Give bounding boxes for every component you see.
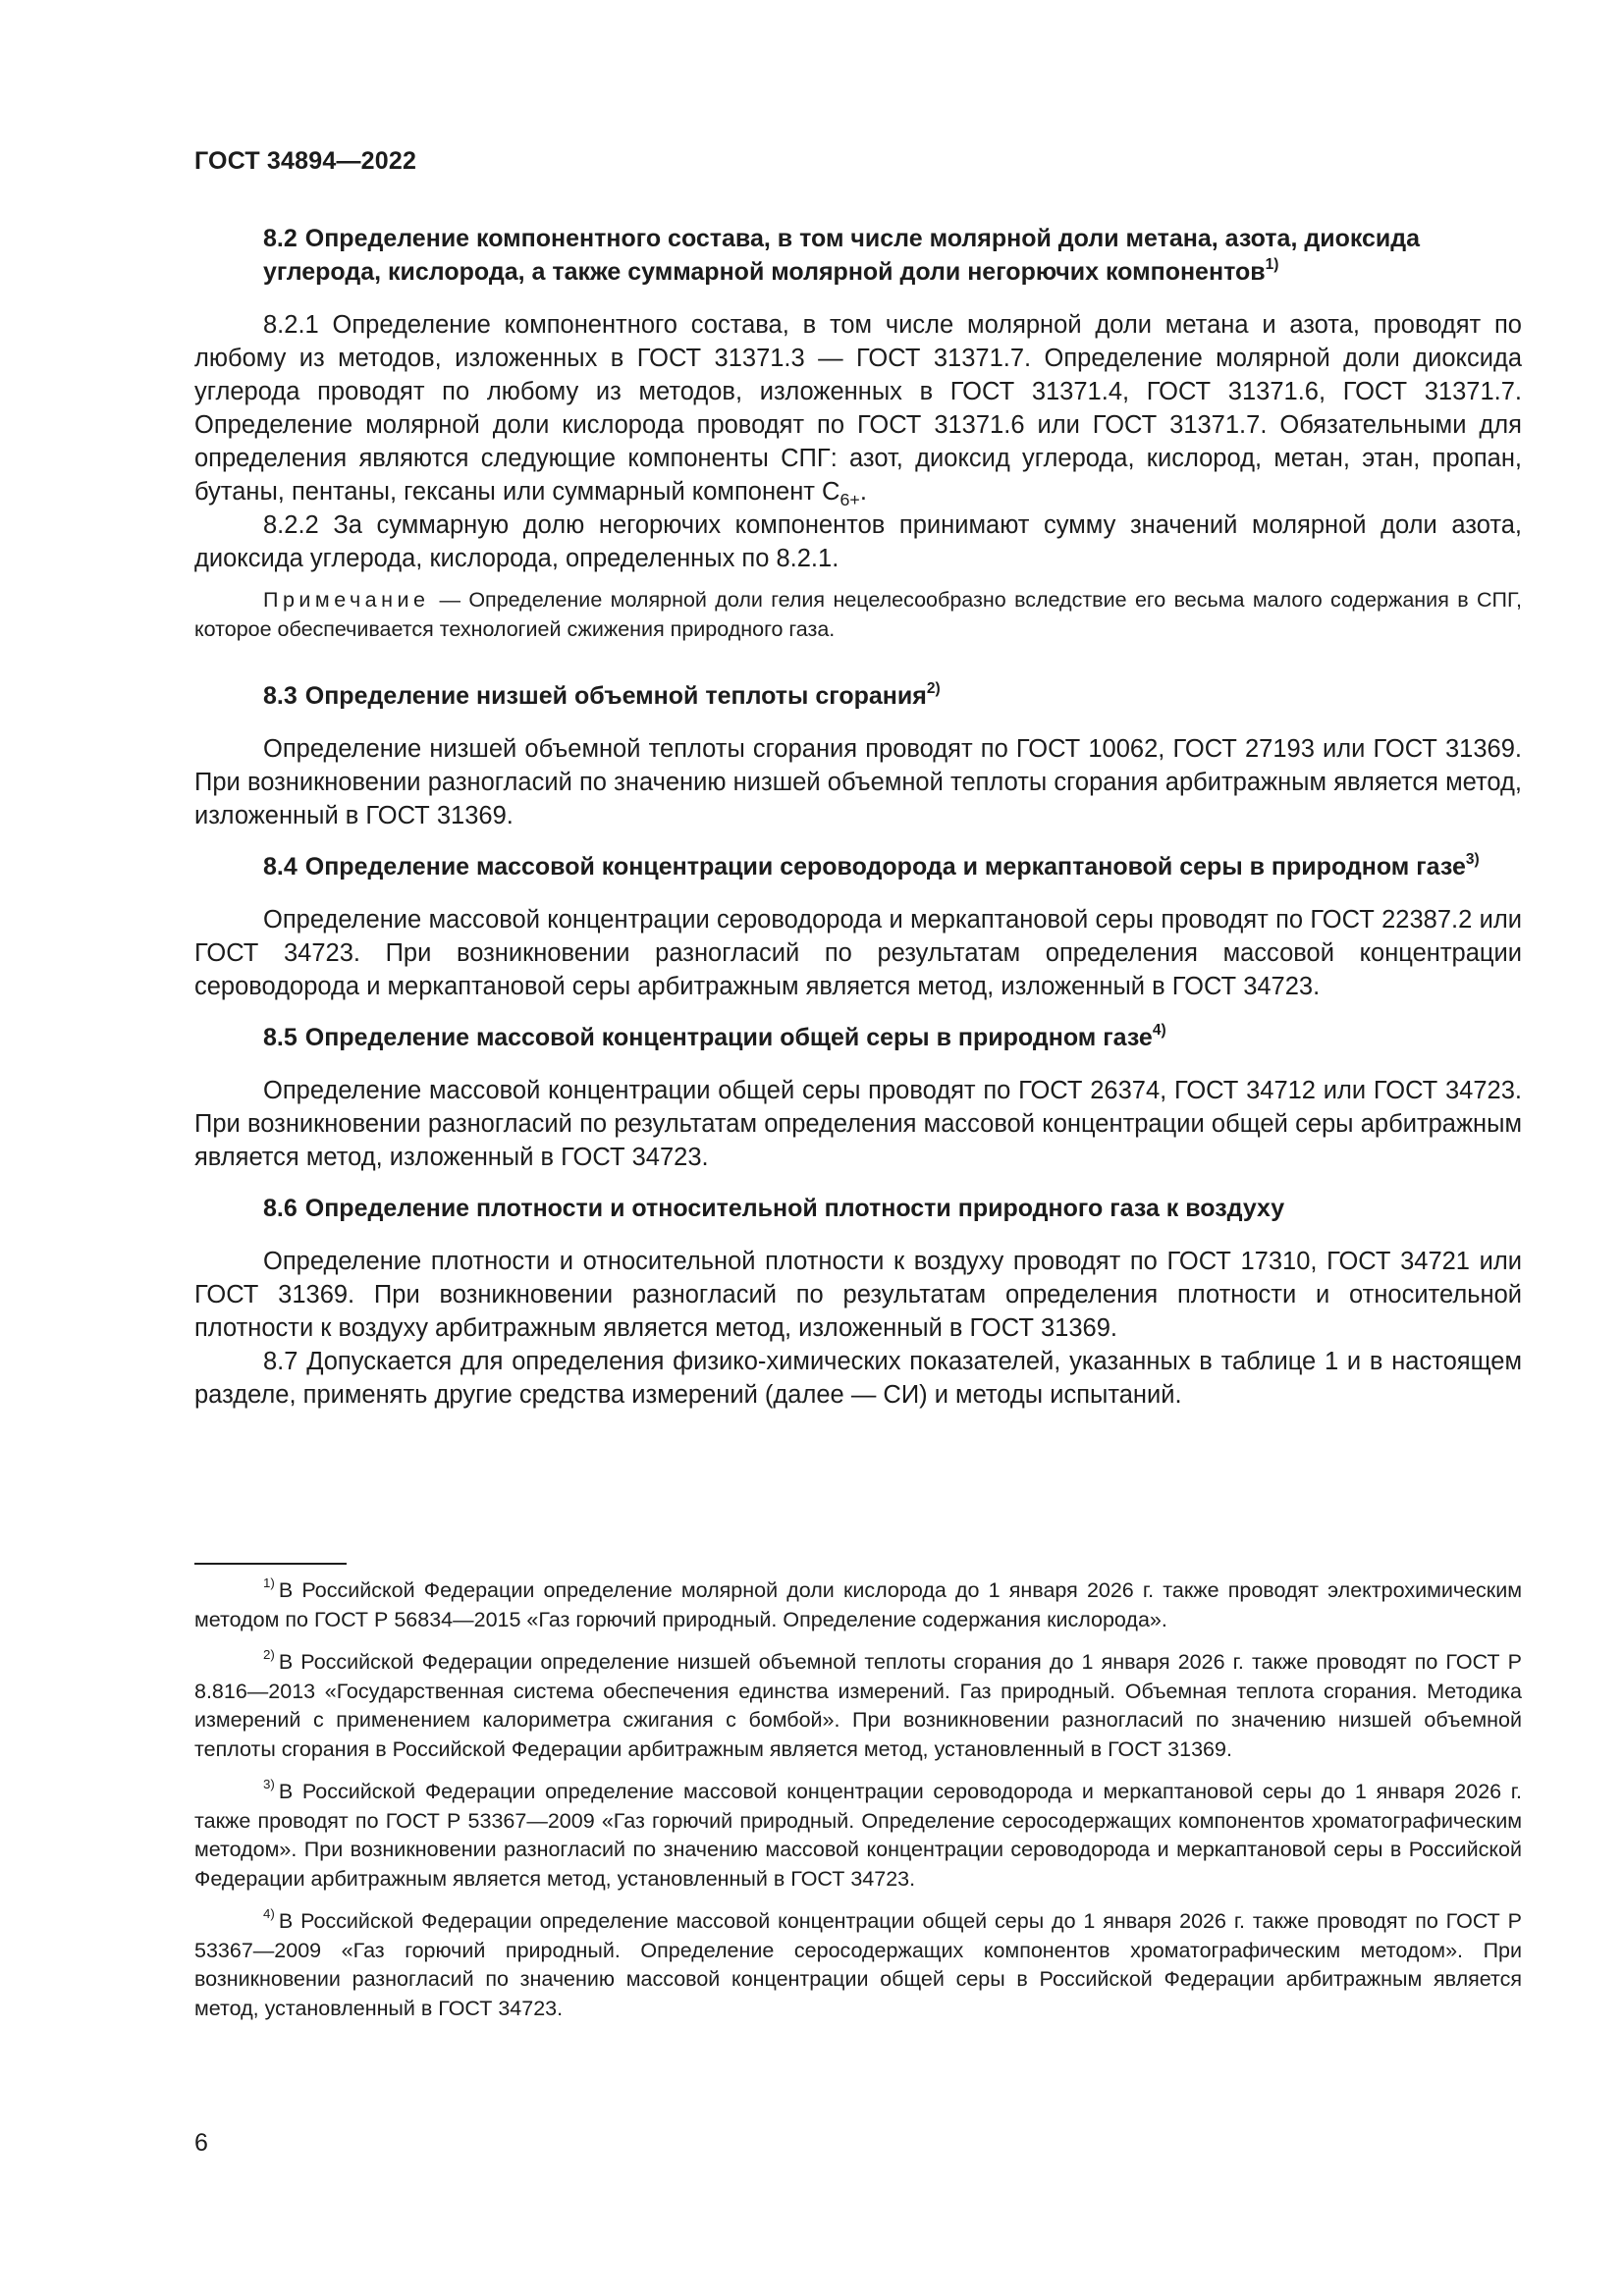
section-title: Определение массовой концентрации сероводорода и меркаптановой серы в природном газе <box>304 853 1466 881</box>
footnote-3 <box>194 1778 1522 1894</box>
footnote-text: В Российской Федерации определение массовой концентрации сероводорода и меркаптановой серы до 1 января 2026 г. также проводят по ГОСТ Р 53367—2009 «Газ горючий природный. Определение серосодержащих компонентов хроматографическим методом». При возникновении разногласий по значению массовой концентрации сероводорода и меркаптановой серы в Российской Федерации арбитражным является метод, установленный в ГОСТ 34723. <box>194 1780 1522 1891</box>
footnote-ref[interactable]: 3) <box>1465 850 1480 868</box>
section-number: 8.6 <box>263 1195 298 1222</box>
section-heading-8-6 <box>194 1192 1522 1225</box>
main-content <box>194 222 1522 1412</box>
note-text: — Определение молярной доли гелия нецелесообразно вследствие его весьма малого содержания в СПГ, которое обеспечивается технологией сжижения природного газа. <box>194 588 1522 641</box>
section-title: Определение компонентного состава, в том числе молярной доли метана, азота, диоксида углерода, кислорода, а также суммарной молярной доли негорючих компонентов <box>263 225 1421 286</box>
subscript-c6: 6+ <box>839 490 860 510</box>
paragraph-text: 8.2.1 Определение компонентного состава, в том числе молярной доли метана и азота, проводят по любому из методов, изложенных в ГОСТ 31371.3 — ГОСТ 31371.7. Определение молярной доли диоксида углерода проводят по любому из методов, изложенных в ГОСТ 31371.4, ГОСТ 31371.6, ГОСТ 31371.7. Определение молярной доли кислорода проводят по ГОСТ 31371.6 или ГОСТ 31371.7. Обязательными для определения являются следующие компоненты СПГ: азот, диоксид углерода, кислород, метан, этан, пропан, бутаны, пентаны, гексаны или суммарный компонент С <box>194 311 1522 506</box>
section-number: 8.5 <box>263 1024 298 1051</box>
section-number: 8.3 <box>263 682 298 710</box>
footnote-2 <box>194 1648 1522 1764</box>
footnote-ref[interactable]: 2) <box>926 679 941 697</box>
footnotes <box>194 1576 1522 2037</box>
paragraph-8-6: Определение плотности и относительной плотности к воздуху проводят по ГОСТ 17310, ГОСТ 34721 или ГОСТ 31369. При возникновении разногласий по результатам определения плотности и относительной плотности к воздуху арбитражным является метод, изложенный в ГОСТ 31369. <box>194 1248 1522 1342</box>
footnote-mark: 2) <box>263 1647 275 1663</box>
section-heading-8-4 <box>194 850 1522 883</box>
page-number: 6 <box>194 2129 208 2157</box>
paragraph-8-2-2: 8.2.2 За суммарную долю негорючих компонентов принимают сумму значений молярной доли азота, диоксида углерода, кислорода, определенных по 8.2.1. <box>194 511 1522 572</box>
note-label: Примечание <box>263 588 430 612</box>
section-heading-8-3 <box>194 679 1522 713</box>
footnote-1 <box>194 1576 1522 1634</box>
footnote-separator <box>194 1563 347 1565</box>
footnote-ref[interactable]: 4) <box>1152 1021 1166 1039</box>
footnote-4 <box>194 1907 1522 2023</box>
paragraph-8-4: Определение массовой концентрации сероводорода и меркаптановой серы проводят по ГОСТ 22387.2 или ГОСТ 34723. При возникновении разногласий по результатам определения массовой концентрации сероводорода и меркаптановой серы арбитражным является метод, изложенный в ГОСТ 34723. <box>194 906 1522 1000</box>
note-block <box>194 585 1522 644</box>
section-title: Определение массовой концентрации общей серы в природном газе <box>304 1024 1153 1051</box>
section-heading-8-2 <box>194 222 1522 289</box>
footnote-mark: 4) <box>263 1906 275 1922</box>
section-heading-8-5 <box>194 1021 1522 1054</box>
footnote-text: В Российской Федерации определение молярной доли кислорода до 1 января 2026 г. также проводят электрохимическим методом по ГОСТ Р 56834—2015 «Газ горючий природный. Определение содержания кислорода». <box>194 1578 1522 1631</box>
paragraph-8-7: 8.7 Допускается для определения физико-химических показателей, указанных в таблице 1 и в настоящем разделе, применять другие средства измерений (далее — СИ) и методы испытаний. <box>194 1348 1522 1409</box>
footnote-mark: 1) <box>263 1575 275 1591</box>
paragraph-tail: . <box>859 478 867 506</box>
section-title: Определение низшей объемной теплоты сгорания <box>304 682 927 710</box>
section-number: 8.4 <box>263 853 298 881</box>
footnote-text: В Российской Федерации определение низшей объемной теплоты сгорания до 1 января 2026 г. также проводят по ГОСТ Р 8.816—2013 «Государственная система обеспечения единства измерений. Газ природный. Объемная теплота сгорания. Методика измерений с применением калориметра сжигания с бомбой». При возникновении разногласий по значению низшей объемной теплоты сгорания в Российской Федерации арбитражным является метод, установленный в ГОСТ 31369. <box>194 1650 1522 1761</box>
footnote-mark: 3) <box>263 1777 275 1792</box>
section-title: Определение плотности и относительной плотности природного газа к воздуху <box>304 1195 1285 1222</box>
paragraph-8-2-1 <box>194 308 1522 508</box>
section-number: 8.2 <box>263 225 298 252</box>
paragraph-8-3: Определение низшей объемной теплоты сгорания проводят по ГОСТ 10062, ГОСТ 27193 или ГОСТ 31369. При возникновении разногласий по значению низшей объемной теплоты сгорания арбитражным является метод, изложенный в ГОСТ 31369. <box>194 735 1522 829</box>
paragraph-8-5: Определение массовой концентрации общей серы проводят по ГОСТ 26374, ГОСТ 34712 или ГОСТ 34723. При возникновении разногласий по результатам определения массовой концентрации общей серы арбитражным является метод, изложенный в ГОСТ 34723. <box>194 1077 1522 1171</box>
document-code-header: ГОСТ 34894—2022 <box>194 147 417 175</box>
footnote-text: В Российской Федерации определение массовой концентрации общей серы до 1 января 2026 г. также проводят по ГОСТ Р 53367—2009 «Газ горючий природный. Определение серосодержащих компонентов хроматографическим методом». При возникновении разногласий по значению массовой концентрации общей серы в Российской Федерации арбитражным является метод, установленный в ГОСТ 34723. <box>194 1909 1522 2020</box>
footnote-ref[interactable]: 1) <box>1265 255 1279 273</box>
